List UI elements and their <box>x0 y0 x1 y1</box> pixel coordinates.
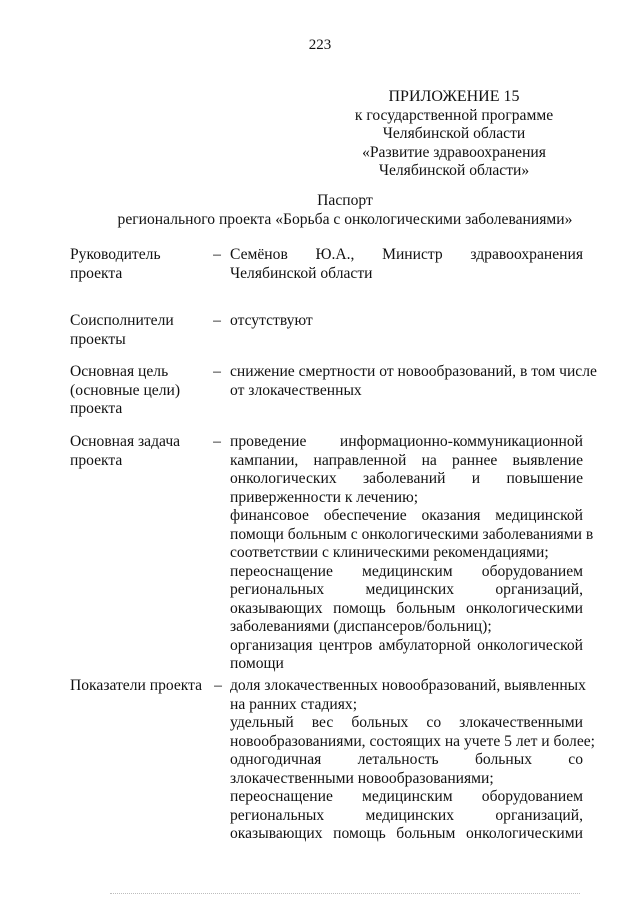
dash-separator: – <box>213 312 221 329</box>
scan-edge-rule <box>110 893 580 894</box>
value-line: от злокачественных <box>230 381 362 399</box>
row-value <box>230 312 583 331</box>
task-paragraph: организация центров амбулаторной онкологической помощи <box>230 636 583 672</box>
value-line: снижение смертности от новообразований, в том числе <box>230 363 597 380</box>
row-value <box>230 363 597 400</box>
indicator-paragraph: доля злокачественных новообразований, выявленных на ранних стадиях; <box>230 677 586 713</box>
row-label: Основная цель (основные цели) проекта <box>70 363 181 417</box>
row-value <box>230 677 596 844</box>
indicator-paragraph: одногодичная летальность больных со злокачественными новообразованиями; <box>230 751 583 787</box>
appendix-title: ПРИЛОЖЕНИЕ 15 <box>388 88 520 105</box>
appendix-line: Челябинской области <box>382 125 526 142</box>
page-number: 223 <box>308 37 332 53</box>
row-label: Основная задача проекта <box>70 433 181 469</box>
appendix-line: к государственной программе <box>354 106 554 124</box>
passport-heading <box>0 192 640 229</box>
row-label: Показатели проекта <box>70 677 203 694</box>
dash-separator: – <box>213 363 221 380</box>
row-value <box>230 246 583 283</box>
value-line: отсутствуют <box>230 312 313 329</box>
task-paragraph: переоснащение медицинским оборудованием региональных медицинских организаций, оказывающих помощь больным онкологическими заболеваниями (диспансеров/больниц); <box>230 562 583 635</box>
appendix-line: Челябинской области» <box>378 162 530 179</box>
heading-passport: Паспорт <box>317 192 373 209</box>
appendix-block <box>324 88 584 181</box>
indicator-paragraph: удельный вес больных со злокачественными новообразованиями, состоящих на учете 5 лет и более; <box>230 714 596 750</box>
task-paragraph: проведение информационно-коммуникационной кампании, направленной на раннее выявление онкологических заболеваний и повышение приверженности к лечению; <box>230 433 583 506</box>
row-value <box>230 433 594 674</box>
appendix-line: «Развитие здравоохранения <box>362 143 546 161</box>
dash-separator: – <box>214 677 222 694</box>
row-label: Соисполнители проекты <box>70 312 174 348</box>
row-label: Руководитель проекта <box>70 246 161 282</box>
task-paragraph: финансовое обеспечение оказания медицинской помощи больным с онкологическими заболеваниями в соответствии с клиническими рекомендациями; <box>230 507 594 561</box>
value-line: Семёнов Ю.А., Министр здравоохранения <box>230 246 583 263</box>
value-line: Челябинской области <box>230 264 373 282</box>
dash-separator: – <box>213 433 221 450</box>
dash-separator: – <box>213 246 221 263</box>
heading-project-title: регионального проекта «Борьба с онкологическими заболеваниями» <box>117 210 573 228</box>
indicator-paragraph: переоснащение медицинским оборудованием региональных медицинских организаций, оказывающих помощь больным онкологическими <box>230 788 583 842</box>
